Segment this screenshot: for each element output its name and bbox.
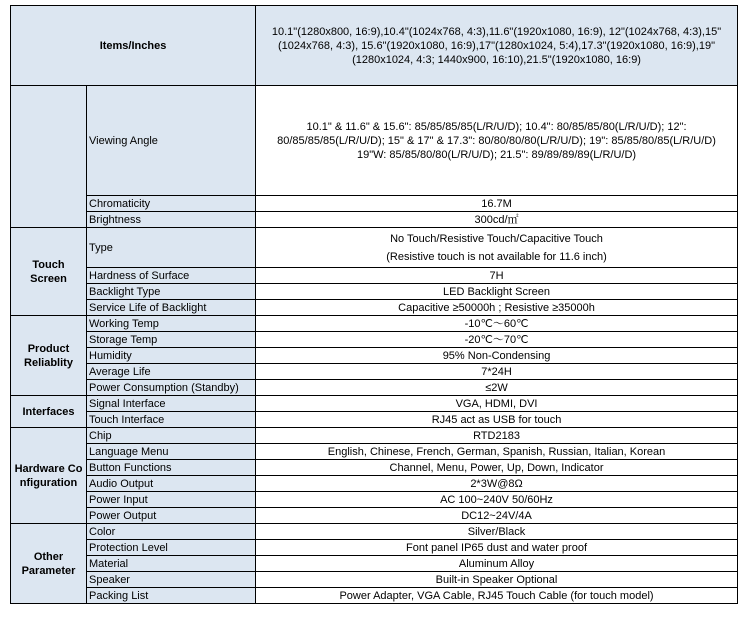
spec-label: Button Functions	[87, 460, 256, 476]
spec-value: English, Chinese, French, German, Spanish, Russian, Italian, Korean	[256, 444, 738, 460]
spec-value: RTD2183	[256, 428, 738, 444]
header-row	[11, 6, 738, 86]
spec-label: Humidity	[87, 348, 256, 364]
spec-label: Average Life	[87, 364, 256, 380]
spec-row	[11, 476, 738, 492]
spec-row	[11, 460, 738, 476]
spec-value: ≤2W	[256, 380, 738, 396]
spec-label: Service Life of Backlight	[87, 300, 256, 316]
spec-row	[11, 196, 738, 212]
spec-row	[11, 524, 738, 540]
viewing-angle-label: Viewing Angle	[87, 86, 256, 196]
spec-value: VGA, HDMI, DVI	[256, 396, 738, 412]
spec-label: Protection Level	[87, 540, 256, 556]
other-parameter-group: Other Parameter	[11, 524, 87, 604]
spec-row	[11, 300, 738, 316]
touch-screen-group: Touch Screen	[11, 228, 87, 316]
spec-label: Chip	[87, 428, 256, 444]
spec-row	[11, 412, 738, 428]
spec-label: Signal Interface	[87, 396, 256, 412]
spec-value: DC12~24V/4A	[256, 508, 738, 524]
spec-row	[11, 268, 738, 284]
spec-value: 16.7M	[256, 196, 738, 212]
spec-value: 300cd/㎡	[256, 212, 738, 228]
spec-label: Touch Interface	[87, 412, 256, 428]
touch-type-text: No Touch/Resistive Touch/Capacitive Touch	[390, 232, 603, 245]
spec-row	[11, 444, 738, 460]
spec-value: Channel, Menu, Power, Up, Down, Indicator	[256, 460, 738, 476]
spec-label: Material	[87, 556, 256, 572]
touch-type-note: (Resistive touch is not available for 11.6 inch)	[386, 250, 607, 263]
spec-row	[11, 212, 738, 228]
viewing-angle-text-2: 19"W: 85/85/80/80(L/R/U/D); 21.5": 89/89/89/89(L/R/U/D)	[356, 148, 637, 161]
spec-row	[11, 228, 738, 268]
spec-value: LED Backlight Screen	[256, 284, 738, 300]
spec-value: -20℃～70℃	[256, 332, 738, 348]
spec-label: Chromaticity	[87, 196, 256, 212]
spec-label: Language Menu	[87, 444, 256, 460]
spec-label: Brightness	[87, 212, 256, 228]
interfaces-group: Interfaces	[11, 396, 87, 428]
display-group-cell	[11, 86, 87, 228]
spec-value: Built-in Speaker Optional	[256, 572, 738, 588]
spec-label: Hardness of Surface	[87, 268, 256, 284]
spec-label: Audio Output	[87, 476, 256, 492]
sizes-value: 10.1"(1280x800, 16:9),10.4"(1024x768, 4:3),11.6"(1920x1080, 16:9), 12"(1024x768, 4:3),15"(1024x768, 4:3), 15.6"(1920x1080, 16:9),17"(1280x1024, 5:4),17.3"(1920x1080, 16:9),19"(1280x1024, 4:3; 1440x900, 16:10),21.5"(1920x1080, 16:9)	[256, 6, 738, 86]
spec-label: Storage Temp	[87, 332, 256, 348]
spec-row	[11, 492, 738, 508]
spec-label: Packing List	[87, 588, 256, 604]
spec-label: Type	[87, 228, 256, 268]
spec-label: Power Input	[87, 492, 256, 508]
spec-value: Power Adapter, VGA Cable, RJ45 Touch Cable (for touch model)	[256, 588, 738, 604]
spec-label: Power Output	[87, 508, 256, 524]
spec-row	[11, 348, 738, 364]
spec-value: -10℃～60℃	[256, 316, 738, 332]
spec-value: RJ45 act as USB for touch	[256, 412, 738, 428]
spec-value: Font panel IP65 dust and water proof	[256, 540, 738, 556]
spec-row	[11, 508, 738, 524]
spec-row	[11, 316, 738, 332]
spec-value: Silver/Black	[256, 524, 738, 540]
hardware-configuration-group: Hardware Configuration	[11, 428, 87, 524]
spec-row	[11, 428, 738, 444]
spec-label: Working Temp	[87, 316, 256, 332]
spec-row	[11, 332, 738, 348]
spec-row	[11, 364, 738, 380]
spec-label: Backlight Type	[87, 284, 256, 300]
viewing-angle-text: 10.1" & 11.6" & 15.6": 85/85/85/85(L/R/U/D); 10.4": 80/85/85/80(L/R/U/D); 12": 80/85/85/85(L/R/U/D); 15" & 17" & 17.3": 80/80/80/80(L/R/U/D); 19": 85/85/80/85(L/R/U/D)	[277, 120, 716, 147]
spec-value: Aluminum Alloy	[256, 556, 738, 572]
spec-value: 2*3W@8Ω	[256, 476, 738, 492]
spec-value: Capacitive ≥50000h ; Resistive ≥35000h	[256, 300, 738, 316]
viewing-angle-value	[256, 86, 738, 196]
spec-row	[11, 396, 738, 412]
spec-value: 95% Non-Condensing	[256, 348, 738, 364]
spec-row	[11, 86, 738, 196]
spec-row	[11, 380, 738, 396]
spec-row	[11, 588, 738, 604]
spec-value: 7*24H	[256, 364, 738, 380]
spec-value: 7H	[256, 268, 738, 284]
spec-row	[11, 284, 738, 300]
items-inches-label: Items/Inches	[11, 6, 256, 86]
spec-label: Power Consumption (Standby)	[87, 380, 256, 396]
spec-table	[10, 5, 738, 604]
spec-row	[11, 572, 738, 588]
spec-label: Color	[87, 524, 256, 540]
touch-type-value	[256, 228, 738, 268]
product-reliability-group: Product Reliablity	[11, 316, 87, 396]
spec-row	[11, 556, 738, 572]
spec-label: Speaker	[87, 572, 256, 588]
spec-row	[11, 540, 738, 556]
spec-value: AC 100~240V 50/60Hz	[256, 492, 738, 508]
